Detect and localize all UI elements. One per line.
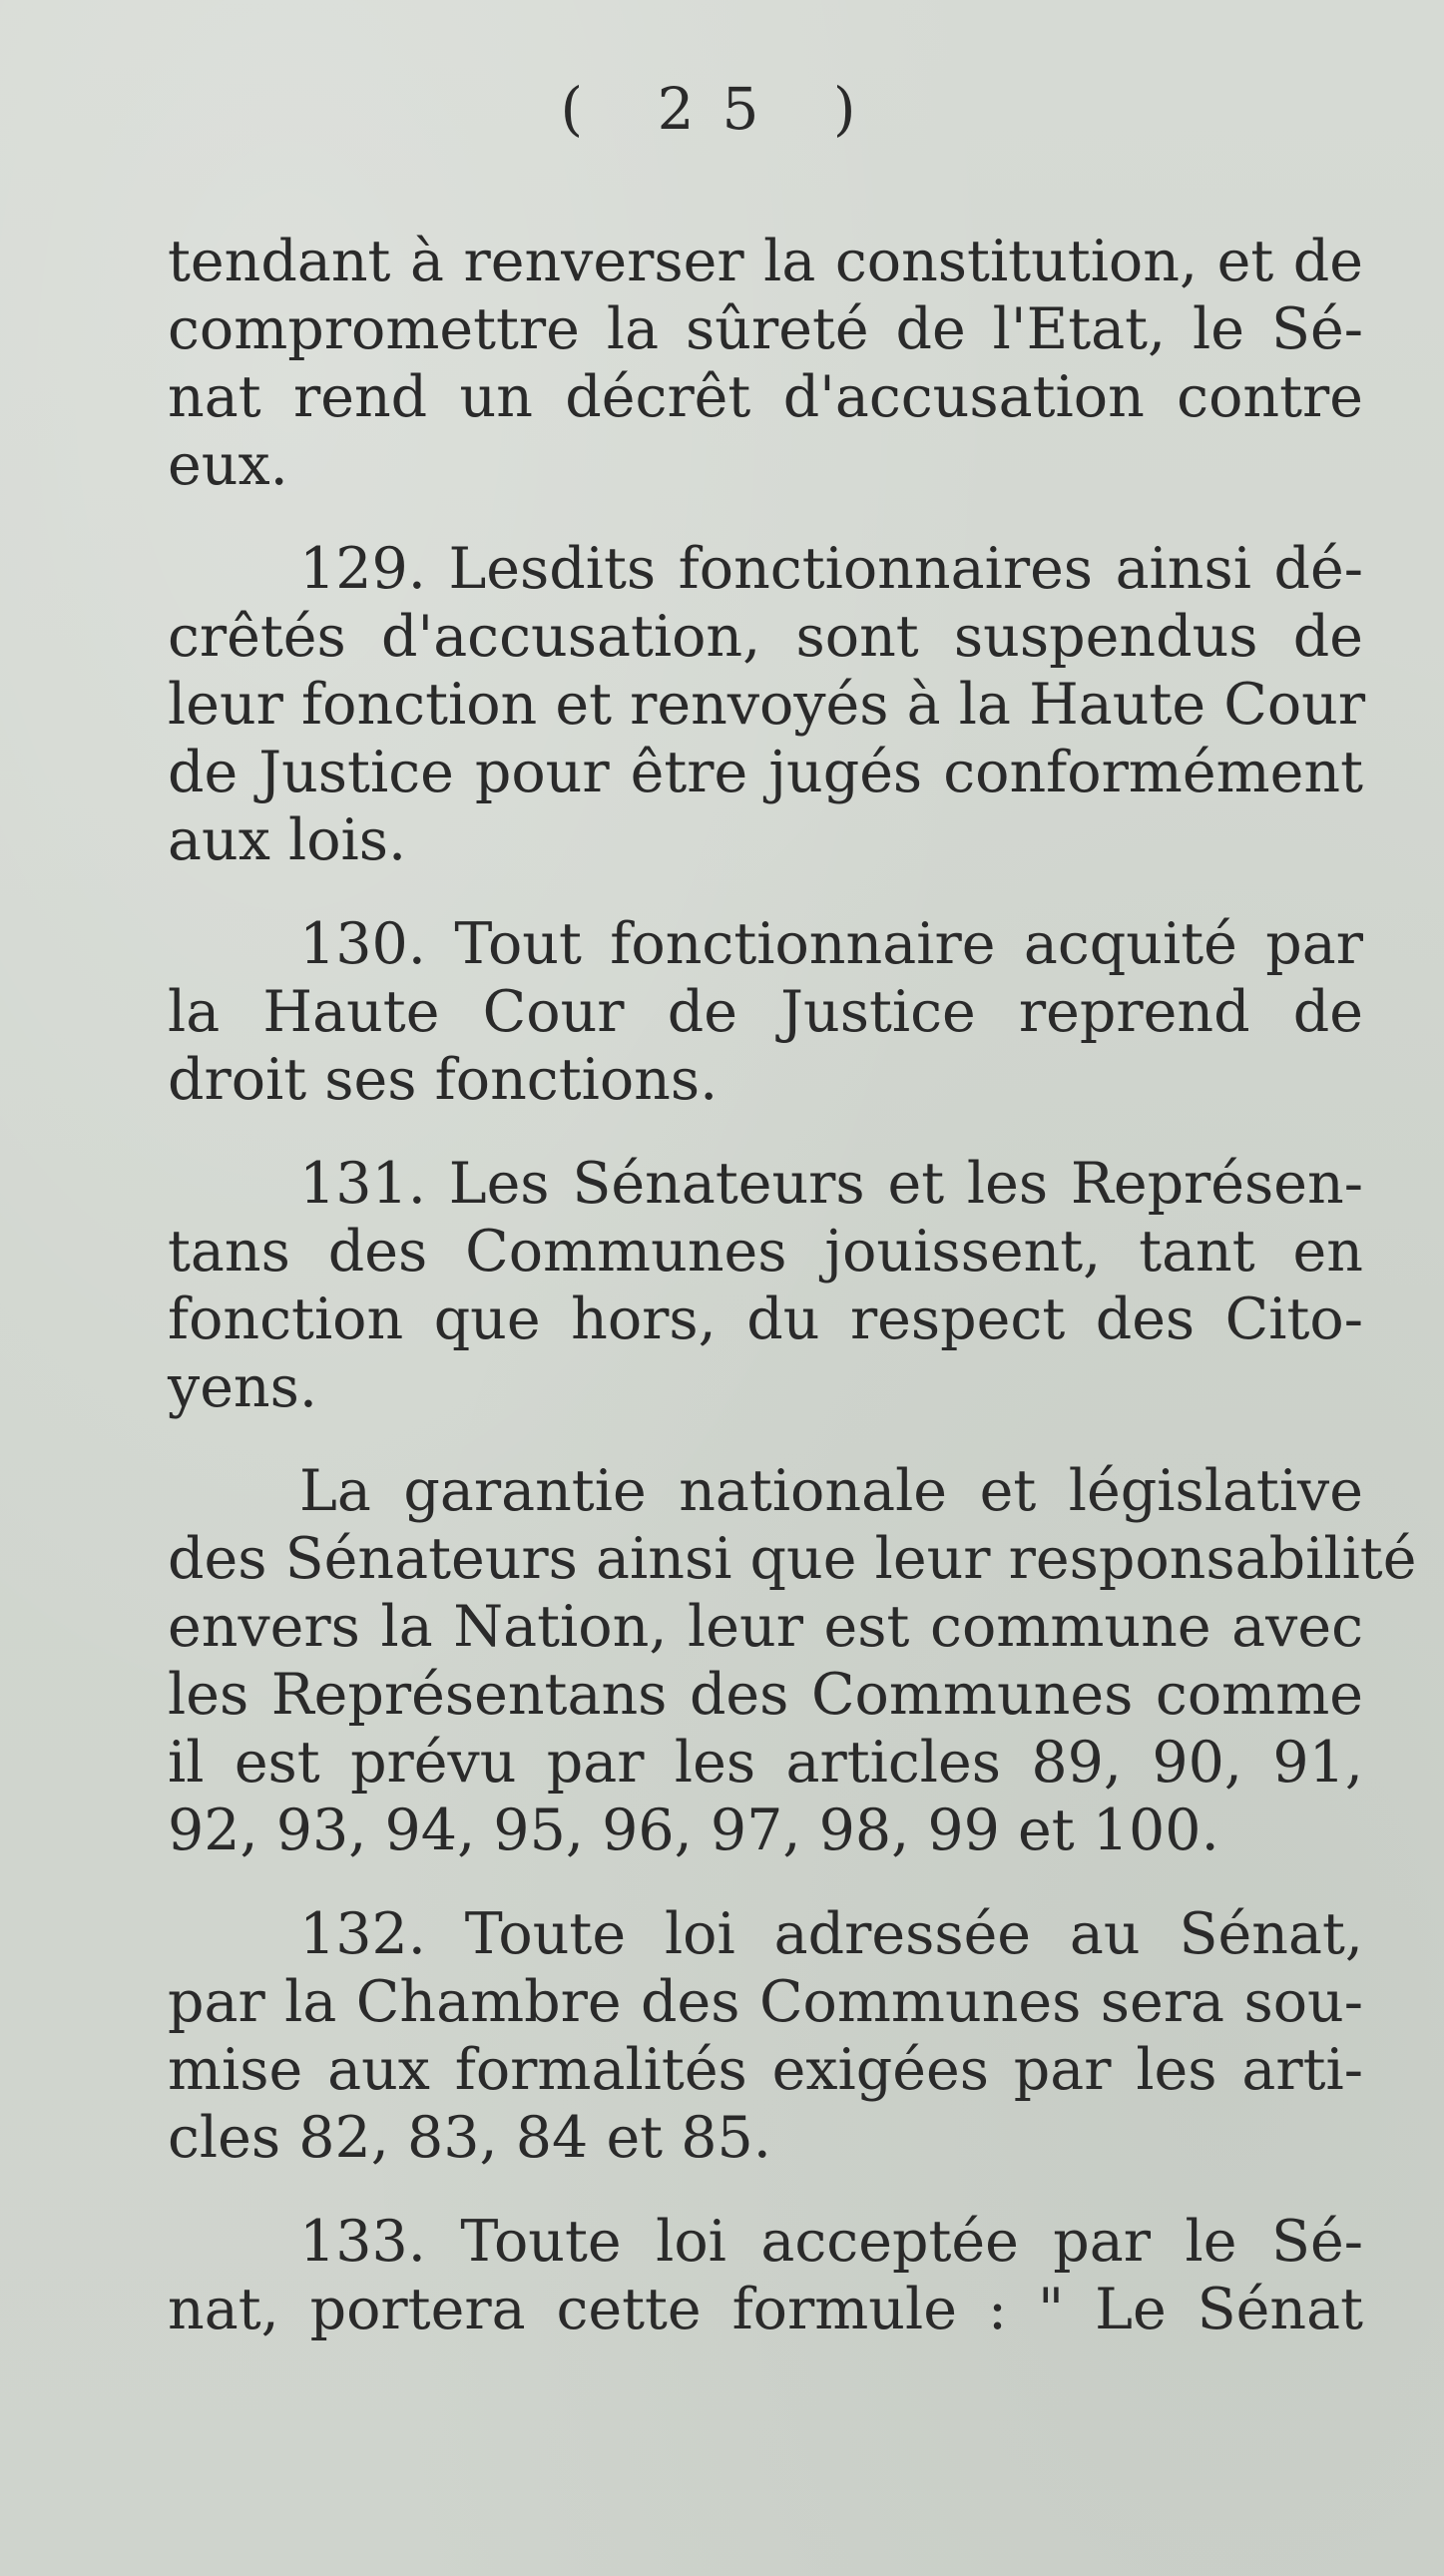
text-line: 133. Toute loi acceptée par le Sé- [299, 2209, 1363, 2275]
article-131 [168, 1150, 1363, 1421]
article-131-continued [168, 1457, 1417, 1864]
text-line: La garantie nationale et législative [299, 1458, 1363, 1524]
text-line: par la Chambre des Communes sera sou- [168, 1969, 1363, 2035]
article-129 [168, 535, 1366, 874]
text-line: 131. Les Sénateurs et les Représen- [299, 1151, 1363, 1217]
text-line: les Représentans des Communes comme [168, 1662, 1363, 1728]
text-line: nat, portera cette formule : " Le Sénat [168, 2277, 1363, 2342]
text-line: 130. Tout fonctionnaire acquité par [299, 911, 1363, 977]
text-line: tans des Communes jouissent, tant en [168, 1219, 1363, 1285]
text-line: fonction que hors, du respect des Cito- [168, 1287, 1363, 1352]
body-text [168, 228, 1417, 2343]
text-line: aux lois. [168, 807, 407, 873]
page-number: ( 25 ) [560, 75, 884, 143]
text-line: 92, 93, 94, 95, 96, 97, 98, 99 et 100. [168, 1798, 1219, 1863]
text-line: de Justice pour être jugés conformément [168, 740, 1363, 805]
paragraph-continuation [168, 228, 1363, 499]
text-line: des Sénateurs ainsi que leur responsabilité [168, 1526, 1417, 1592]
text-line: yens. [168, 1354, 318, 1420]
article-133 [168, 2208, 1363, 2343]
text-line: 132. Toute loi adressée au Sénat, [299, 1901, 1363, 1967]
text-line: leur fonction et renvoyés à la Haute Cour [168, 672, 1366, 738]
text-line: eux. [168, 432, 288, 498]
text-line: nat rend un décrêt d'accusation contre [168, 364, 1363, 430]
text-line: droit ses fonctions. [168, 1047, 719, 1113]
text-line: 129. Lesdits fonctionnaires ainsi dé- [299, 536, 1363, 602]
text-line: crêtés d'accusation, sont suspendus de [168, 604, 1363, 670]
article-132 [168, 1900, 1363, 2172]
text-line: il est prévu par les articles 89, 90, 91, [168, 1730, 1363, 1796]
text-line: envers la Nation, leur est commune avec [168, 1594, 1363, 1660]
text-line: compromettre la sûreté de l'Etat, le Sé- [168, 296, 1363, 362]
text-line: tendant à renverser la constitution, et de [168, 229, 1363, 294]
text-line: la Haute Cour de Justice reprend de [168, 979, 1363, 1045]
article-130 [168, 910, 1363, 1114]
text-line: mise aux formalités exigées par les arti- [168, 2037, 1363, 2103]
text-line: cles 82, 83, 84 et 85. [168, 2105, 771, 2171]
